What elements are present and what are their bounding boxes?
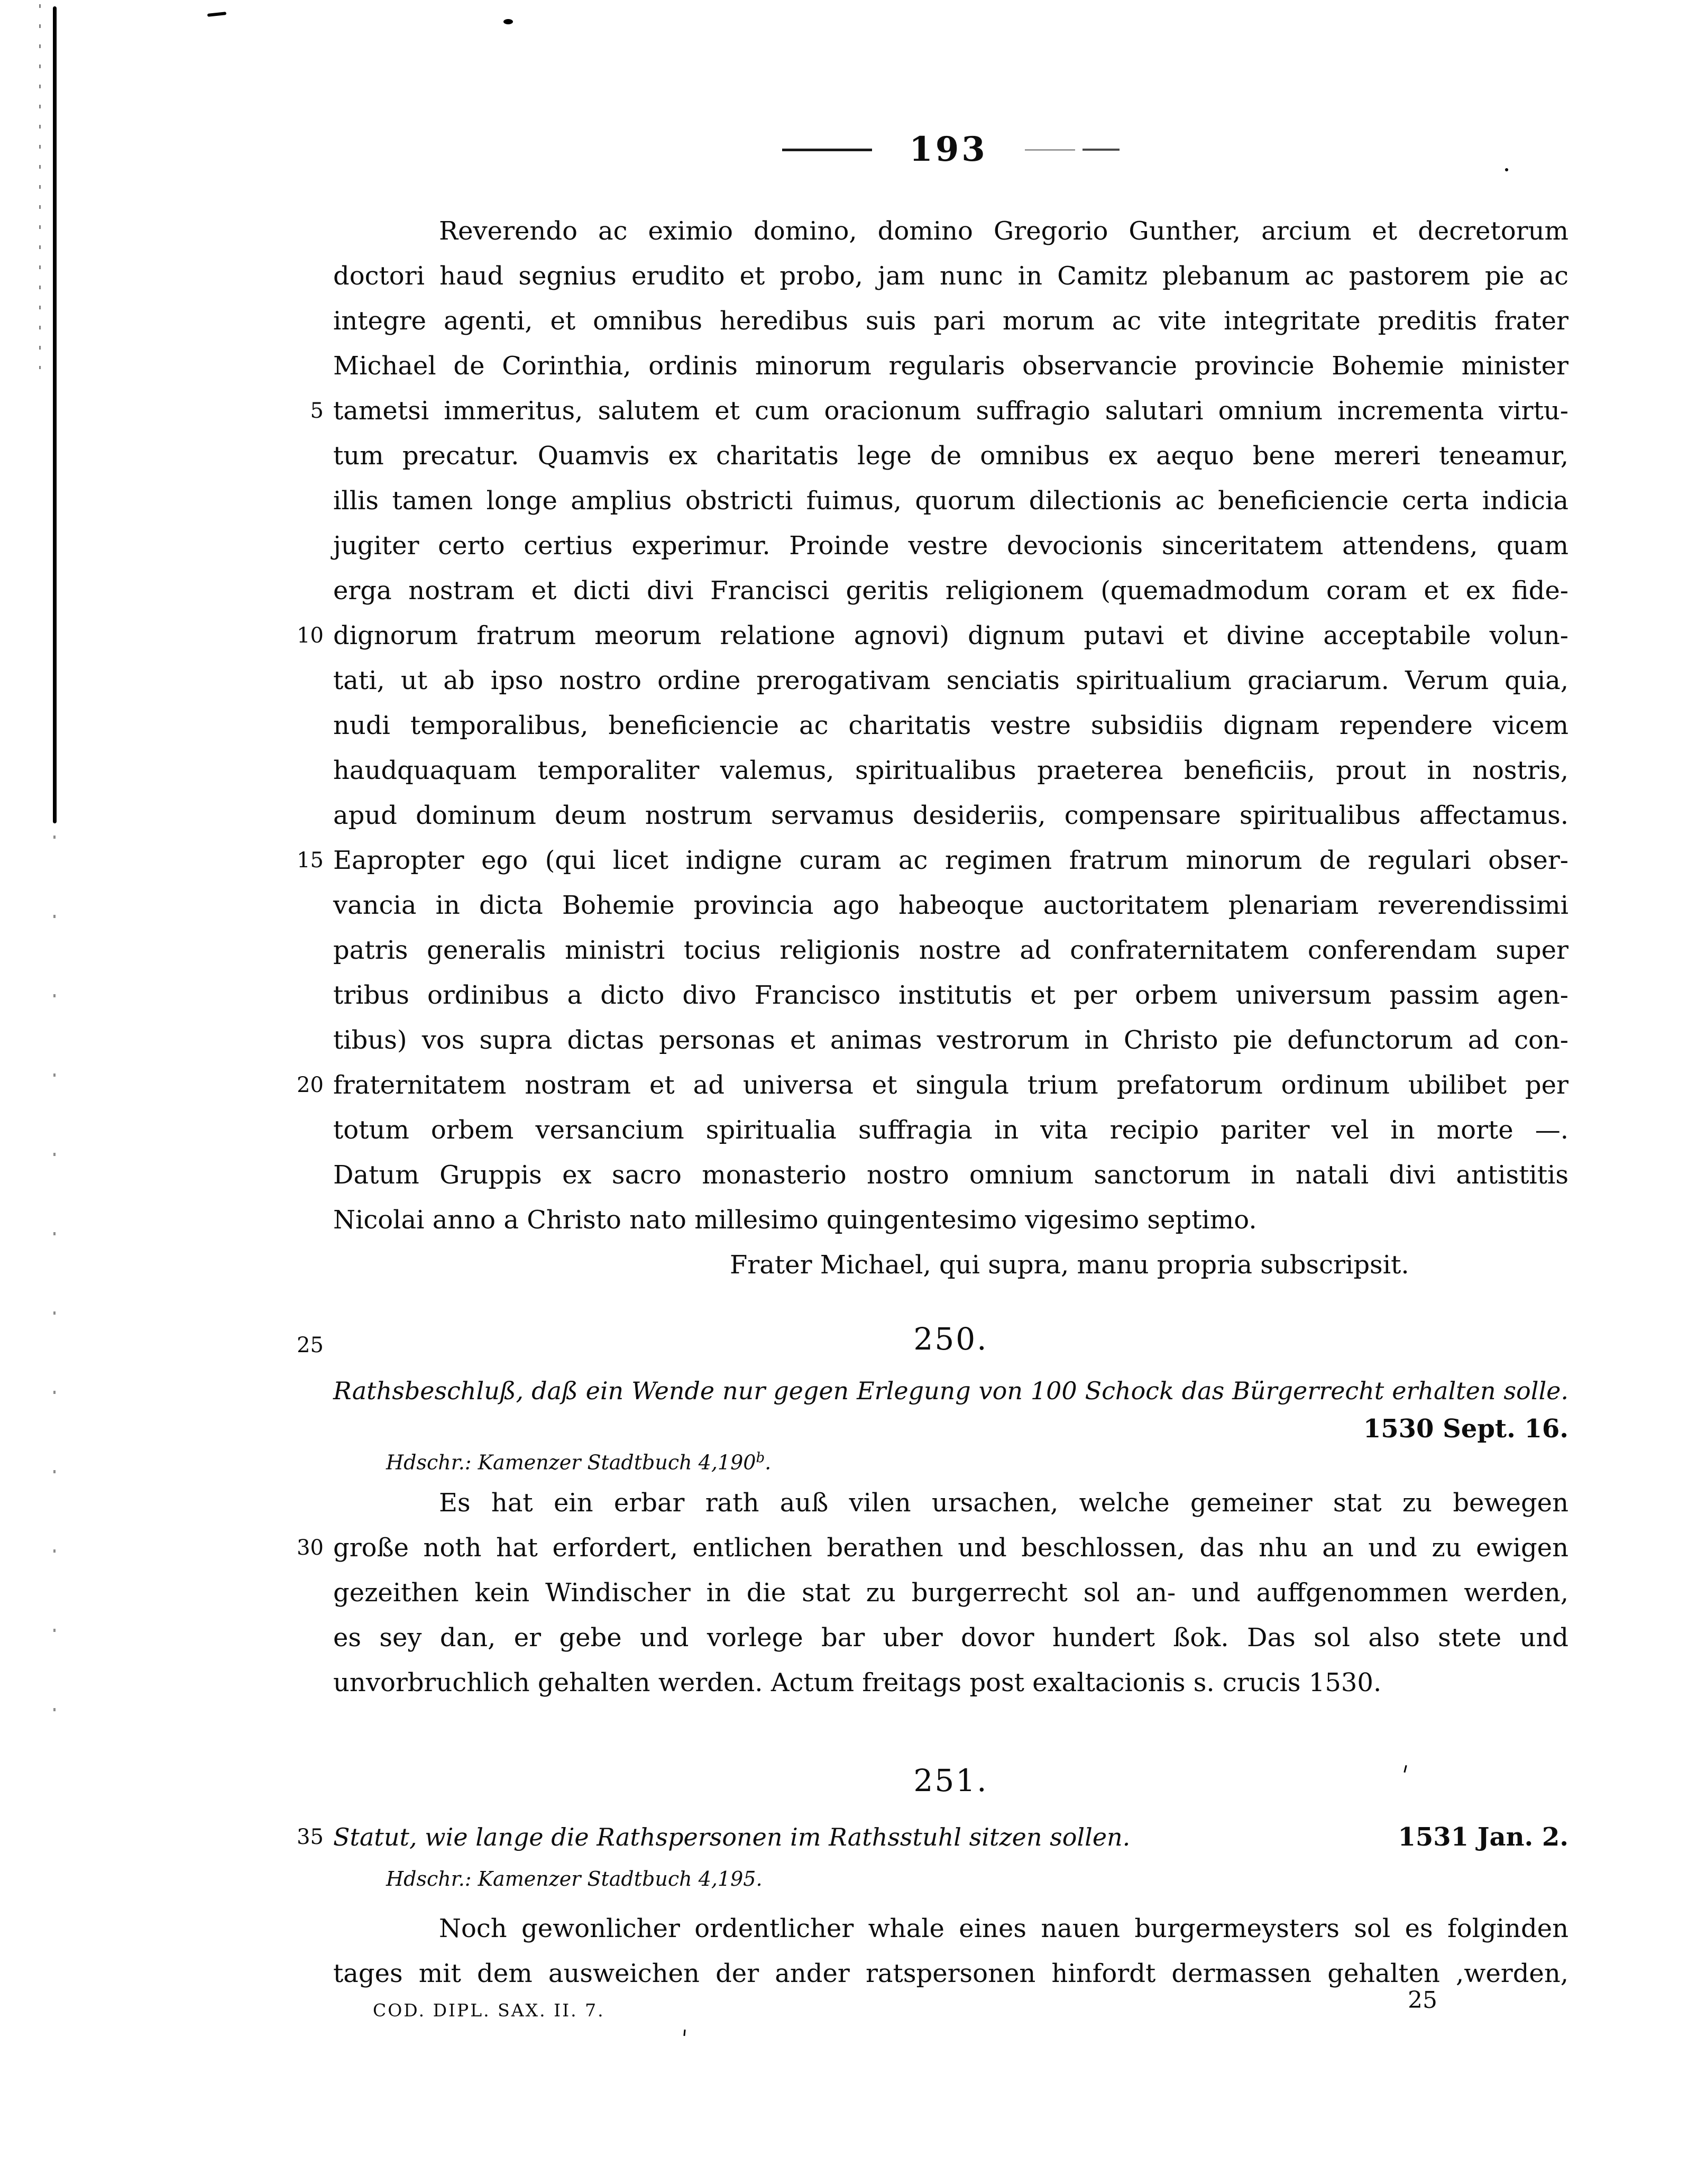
volume-signature: COD. DIPL. SAX. II. 7. xyxy=(373,2000,605,2021)
text-line: fraternitatem nostram et ad universa et singula trium prefatorum ordinum ubilibet per xyxy=(333,1070,1568,1100)
text-line: tribus ordinibus a dicto divo Francisco institutis et per orbem universum passim agen- xyxy=(333,980,1568,1010)
charter-251-title: Statut, wie lange die Rathspersonen im Rathsstuhl sitzen sollen. xyxy=(333,1823,1131,1851)
charter-251-date: 1531 Jan. 2. xyxy=(1398,1822,1568,1852)
subscription-line: Frater Michael, qui supra, manu propria subscripsit. xyxy=(730,1250,1409,1280)
text-line: tametsi immeritus, salutem et cum oracionum suffragio salutari omnium incrementa virtu- xyxy=(333,396,1568,426)
page-header xyxy=(333,126,1568,173)
header-rule-left xyxy=(782,149,872,151)
text-line: Reverendo ac eximio domino, domino Gregorio Gunther, arcium et decretorum xyxy=(439,216,1568,246)
text-line: integre agenti, et omnibus heredibus suis pari morum ac vite integritate preditis frater xyxy=(333,306,1568,336)
margin-line-number: 25 xyxy=(297,1333,324,1357)
text-line: erga nostram et dicti divi Francisci geritis religionem (quemadmodum coram et ex fide- xyxy=(333,576,1568,605)
text-line: totum orbem versancium spiritualia suffragia in vita recipio pariter vel in morte —. xyxy=(333,1115,1568,1145)
margin-line-number: 10 xyxy=(297,623,324,648)
text-line: unvorbruchlich gehalten werden. Actum freitags post exaltacionis s. crucis 1530. xyxy=(333,1668,1382,1697)
charter-250-source: Hdschr.: Kamenzer Stadtbuch 4,190$^b$. xyxy=(386,1450,772,1474)
header-rule-right xyxy=(1025,149,1120,151)
scan-artifact-speck xyxy=(683,2030,685,2036)
text-line: Es hat ein erbar rath auß vilen ursachen, welche gemeiner stat zu bewegen xyxy=(439,1488,1568,1518)
text-line: Michael de Corinthia, ordinis minorum regularis observancie provincie Bohemie minister xyxy=(333,351,1568,381)
margin-line-number: 35 xyxy=(297,1825,324,1849)
text-line: es sey dan, er gebe und vorlege bar uber dovor hundert ßok. Das sol also stete und xyxy=(333,1623,1568,1653)
sheet-signature-number: 25 xyxy=(1408,1987,1437,2014)
charter-250-title: Rathsbeschluß, daß ein Wende nur gegen Erlegung von 100 Schock das Bürgerrecht erhalten solle. xyxy=(333,1377,1568,1405)
text-line: haudquaquam temporaliter valemus, spiritualibus praeterea beneficiis, prout in nostris, xyxy=(333,756,1568,785)
scan-artifact-mark xyxy=(503,19,513,24)
page-number: 193 xyxy=(909,130,988,169)
text-line: Eapropter ego (qui licet indigne curam ac regimen fratrum minorum de regulari obser- xyxy=(333,846,1568,875)
scan-artifact-dotted-line xyxy=(39,4,41,369)
text-line: Nicolai anno a Christo nato millesimo quingentesimo vigesimo septimo. xyxy=(333,1205,1257,1235)
text-line: Datum Gruppis ex sacro monasterio nostro omnium sanctorum in natali divi antistitis xyxy=(333,1160,1568,1190)
text-line: doctori haud segnius erudito et probo, jam nunc in Camitz plebanum ac pastorem pie ac xyxy=(333,261,1568,291)
charter-251-source: Hdschr.: Kamenzer Stadtbuch 4,195. xyxy=(386,1867,763,1891)
margin-line-number: 15 xyxy=(297,848,324,873)
text-line: tages mit dem ausweichen der ander ratspersonen hinfordt dermassen gehalten ,werden, xyxy=(333,1959,1568,1988)
text-line: vancia in dicta Bohemie provincia ago habeoque auctoritatem plenariam reverendissimi xyxy=(333,891,1568,920)
superscript-b: b xyxy=(756,1450,765,1466)
text-line: illis tamen longe amplius obstricti fuimus, quorum dilectionis ac beneficiencie certa indicia xyxy=(333,486,1568,516)
margin-line-number: 20 xyxy=(297,1073,324,1097)
scan-artifact-binding-line xyxy=(53,6,57,823)
text-line: dignorum fratrum meorum relatione agnovi) dignum putavi et divine acceptabile volun- xyxy=(333,621,1568,650)
text-line: tati, ut ab ipso nostro ordine prerogativam senciatis spiritualium graciarum. Verum quia, xyxy=(333,666,1568,695)
scan-artifact-dotted-line xyxy=(53,836,56,1724)
charter-249-text xyxy=(333,209,1568,1288)
charter-251-number: 251. xyxy=(913,1763,988,1798)
charter-250-text xyxy=(333,1481,1568,1705)
text-line: große noth hat erfordert, entlichen berathen und beschlossen, das nhu an und zu ewigen xyxy=(333,1533,1568,1563)
scan-artifact-mark xyxy=(207,12,226,17)
charter-251-text xyxy=(333,1906,1568,1996)
text-line: tibus) vos supra dictas personas et animas vestrorum in Christo pie defunctorum ad con- xyxy=(333,1025,1568,1055)
text-line: apud dominum deum nostrum servamus desideriis, compensare spiritualibus affectamus. xyxy=(333,801,1568,830)
text-line: tum precatur. Quamvis ex charitatis lege de omnibus ex aequo bene mereri teneamur, xyxy=(333,441,1568,471)
text-line: jugiter certo certius experimur. Proinde vestre devocionis sinceritatem attendens, quam xyxy=(333,531,1568,561)
charter-250-date: 1530 Sept. 16. xyxy=(1363,1414,1568,1444)
margin-line-number: 5 xyxy=(310,399,324,423)
text-line: patris generalis ministri tocius religionis nostre ad confraternitatem conferendam super xyxy=(333,935,1568,965)
text-line: nudi temporalibus, beneficiencie ac charitatis vestre subsidiis dignam rependere vicem xyxy=(333,711,1568,740)
text-line: gezeithen kein Windischer in die stat zu burgerrecht sol an- und auffgenommen werden, xyxy=(333,1578,1568,1608)
margin-line-number: 30 xyxy=(297,1536,324,1560)
charter-251-title-row xyxy=(333,1815,1568,1860)
text-line: Noch gewonlicher ordentlicher whale eines nauen burgermeysters sol es folginden xyxy=(439,1914,1568,1943)
charter-250-number: 250. xyxy=(913,1321,988,1357)
